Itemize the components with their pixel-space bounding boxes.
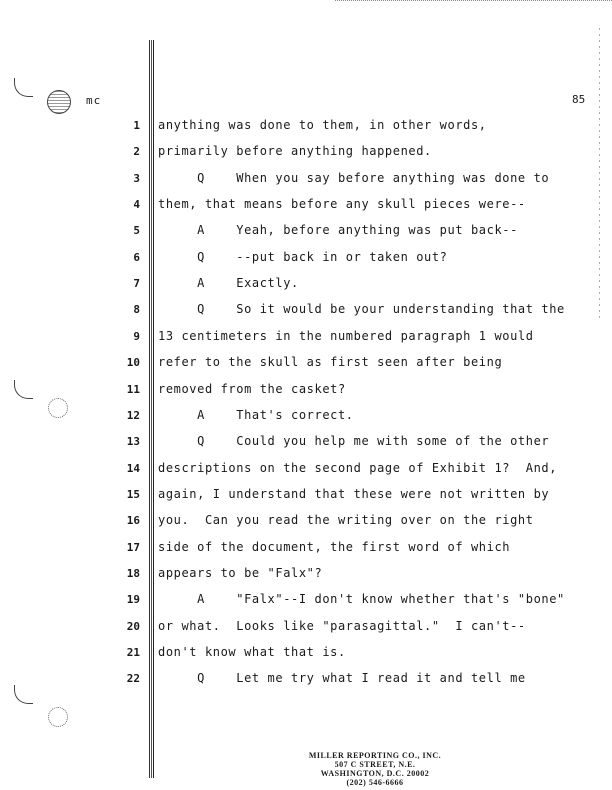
line-text: Q So it would be your understanding that the: [158, 302, 565, 316]
line-number: 14: [126, 462, 140, 475]
line-number: 4: [133, 198, 140, 211]
line-text: Q Let me try what I read it and tell me: [158, 671, 526, 685]
line-text: descriptions on the second page of Exhibit 1? And,: [158, 461, 558, 475]
line-number: 6: [133, 251, 140, 264]
line-number: 1: [133, 119, 140, 132]
line-text: A "Falx"--I don't know whether that's "bone": [158, 592, 565, 606]
line-number: 3: [133, 172, 140, 185]
line-number: 22: [126, 672, 140, 685]
footer-city: WASHINGTON, D.C. 20002: [320, 769, 430, 778]
line-number: 19: [126, 593, 140, 606]
reporter-initials: mc: [86, 94, 102, 107]
line-text: appears to be "Falx"?: [158, 566, 323, 580]
reporter-footer: [280, 751, 470, 787]
line-text: A Yeah, before anything was put back--: [158, 223, 518, 237]
line-text: A That's correct.: [158, 408, 354, 422]
line-number: 21: [126, 646, 140, 659]
line-number: 18: [126, 567, 140, 580]
line-text: removed from the casket?: [158, 382, 346, 396]
footer-company: MILLER REPORTING CO., INC.: [308, 751, 442, 760]
line-number: 13: [126, 435, 140, 448]
line-text: don't know what that is.: [158, 645, 346, 659]
right-edge-mark: [599, 28, 600, 318]
footer-street: 507 C STREET, N.E.: [334, 760, 416, 769]
line-number: 9: [133, 330, 140, 343]
line-number: 20: [126, 620, 140, 633]
line-text: refer to the skull as first seen after being: [158, 355, 503, 369]
reporter-seal-icon: [47, 90, 71, 114]
line-number: 15: [126, 488, 140, 501]
line-number: 8: [133, 303, 140, 316]
line-text: or what. Looks like "parasagittal." I can't--: [158, 619, 526, 633]
line-number: 16: [126, 514, 140, 527]
line-text: Q When you say before anything was done to: [158, 171, 550, 185]
top-edge-rule: [335, 0, 612, 4]
line-text: them, that means before any skull pieces were--: [158, 197, 526, 211]
footer-phone: (202) 546-6666: [346, 778, 404, 787]
line-number: 17: [126, 541, 140, 554]
line-number: 2: [133, 145, 140, 158]
line-text: 13 centimeters in the numbered paragraph 1 would: [158, 329, 534, 343]
line-text: you. Can you read the writing over on the right: [158, 513, 534, 527]
page-number: 85: [572, 93, 586, 106]
line-number: 12: [126, 409, 140, 422]
line-text: primarily before anything happened.: [158, 144, 432, 158]
margin-rule: [149, 40, 155, 778]
line-number: 10: [126, 356, 140, 369]
line-number: 7: [133, 277, 140, 290]
line-number: 11: [126, 383, 140, 396]
line-text: A Exactly.: [158, 276, 299, 290]
line-text: anything was done to them, in other words,: [158, 118, 487, 132]
line-text: Q --put back in or taken out?: [158, 250, 448, 264]
line-text: side of the document, the first word of which: [158, 540, 511, 554]
line-text: Q Could you help me with some of the other: [158, 434, 550, 448]
line-text: again, I understand that these were not written by: [158, 487, 550, 501]
line-number: 5: [133, 224, 140, 237]
